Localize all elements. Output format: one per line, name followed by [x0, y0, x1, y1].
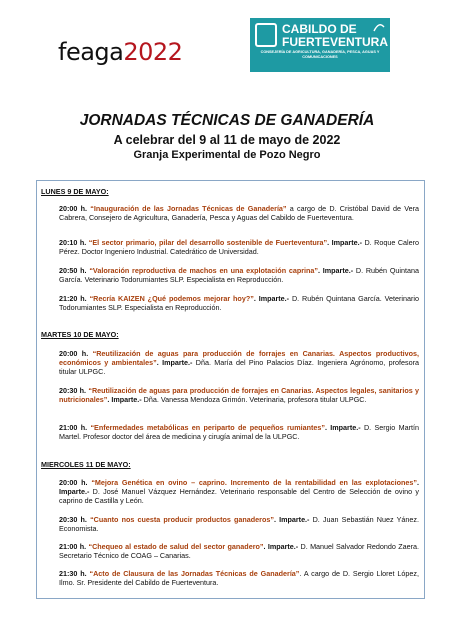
event-venue: Granja Experimental de Pozo Negro	[133, 149, 321, 161]
day-heading-tuesday: MARTES 10 DE MAYO:	[41, 330, 119, 339]
feaga-logo-year: 2022	[123, 38, 183, 66]
cabildo-logo	[250, 18, 390, 72]
day-heading-wednesday: MIERCOLES 11 DE MAYO:	[41, 460, 131, 469]
schedule-item: 20:00 h. “Reutilización de aguas para producción de forrajes en Canarias. Aspectos productivos, económicos y ambientales”. Imparte.- Dña. María del Pino Palacios Díaz. Ingeniera Agrónomo, profesora titular ULPGC.	[59, 349, 419, 376]
schedule-item: 21:00 h. “Enfermedades metabólicas en periparto de pequeños rumiantes”. Imparte.- D. Sergio Martín Martel. Profesor doctor del área de medicina y cirugía animal de la ULPGC.	[59, 423, 419, 441]
feaga-logo	[58, 38, 182, 66]
program-box	[36, 180, 425, 599]
cabildo-logo-line2: FUERTEVENTURA	[282, 35, 389, 49]
page-title: JORNADAS TÉCNICAS DE GANADERÍA	[79, 112, 375, 129]
schedule-item: 20:10 h. “El sector primario, pilar del desarrollo sostenible de Fuerteventura”. Imparte.- D. Roque Calero Pérez. Doctor Ingeniero Industrial. Catedrático de Universidad.	[59, 238, 420, 256]
day-heading-monday: LUNES 9 DE MAYO:	[41, 187, 109, 196]
schedule-item: 21:00 h. “Chequeo al estado de salud del sector ganadero”. Imparte.- D. Manuel Salvador Redondo Zaera. Secretario Técnico de COAG – Canarias.	[59, 542, 419, 560]
schedule-item: 21:30 h. “Acto de Clausura de las Jornadas Técnicas de Ganadería”. A cargo de D. Sergio Lloret López, Ilmo. Sr. Presidente del Cabildo de Fuerteventura.	[59, 569, 419, 587]
event-dates: A celebrar del 9 al 11 de mayo de 2022	[113, 133, 341, 147]
schedule-item: 20:00 h. “Mejora Genética en ovino – caprino. Incremento de la rentabilidad en las explotaciones”. Imparte.- D. José Manuel Vázquez Hernández. Veterinario responsable del Centro de Selección de ovino y caprino de Castilla y León.	[59, 478, 419, 505]
cabildo-logo-subtitle: CONSEJERÍA DE AGRICULTURA, GANADERÍA, PESCA, AGUAS Y COMUNICACIONES	[260, 50, 380, 59]
schedule-item: 20:50 h. “Valoración reproductiva de machos en una explotación caprina”. Imparte.- D. Rubén Quintana García. Veterinario Todorumiantes SLP. Especialista en Reproducción.	[59, 266, 419, 284]
schedule-item: 20:00 h. “Inauguración de las Jornadas Técnicas de Ganadería” a cargo de D. Cristóbal David de Vera Cabrera, Consejero de Agricultura, Ganadería, Pesca y Aguas del Cabildo de Fuerteventura.	[59, 204, 419, 222]
cabildo-logo-line1: CABILDO DE	[282, 22, 357, 36]
schedule-item: 21:20 h. “Recría KAIZEN ¿Qué podemos mejorar hoy?”. Imparte.- D. Rubén Quintana García. Veterinario Todorumiantes SLP. Especialista en Reproducción.	[59, 294, 419, 312]
schedule-item: 20:30 h. “Cuanto nos cuesta producir productos ganaderos”. Imparte.- D. Juan Sebastián Nuez Yánez. Economista.	[59, 515, 419, 533]
schedule-item: 20:30 h. “Reutilización de aguas para producción de forrajes en Canarias. Aspectos legales, sanitarios y nutricionales”. Imparte.- Dña. Vanessa Mendoza Grimón. Veterinaria, profesora titular ULPGC.	[59, 386, 419, 404]
cabildo-emblem-icon	[255, 23, 277, 47]
cabildo-small-mark-icon	[372, 21, 386, 33]
feaga-logo-text: feaga	[58, 38, 124, 66]
